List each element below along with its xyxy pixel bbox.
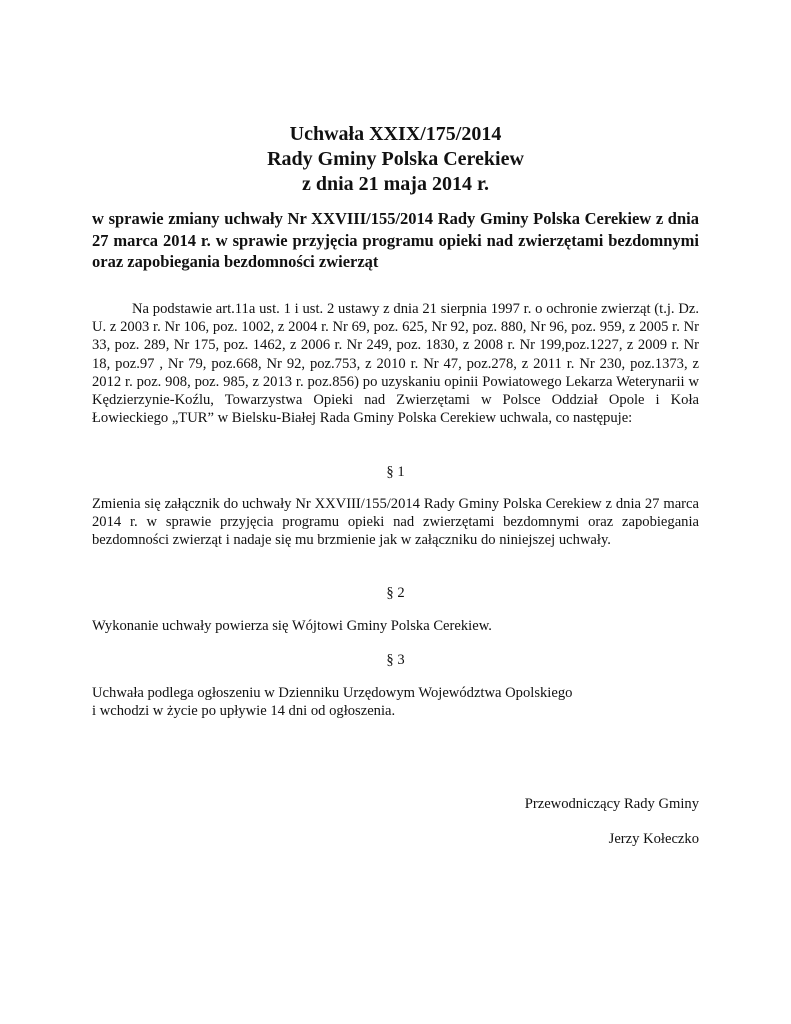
signature-name: Jerzy Kołeczko <box>608 831 699 847</box>
section-2-mark: § 2 <box>386 585 405 601</box>
resolution-subject: w sprawie zmiany uchwały Nr XXVIII/155/2014 Rady Gminy Polska Cerekiew z dnia 27 marca 2014 r. w sprawie przyjęcia programu opieki nad zwierzętami bezdomnymi oraz zapobiegania bezdomności zwierząt <box>92 209 699 271</box>
title-number: Uchwała XXIX/175/2014 <box>289 123 502 145</box>
section-3-line-2: i wchodzi w życie po upływie 14 dni od ogłoszenia. <box>92 703 396 720</box>
section-3-mark: § 3 <box>386 652 405 668</box>
resolution-title <box>0 122 791 197</box>
section-3-text <box>92 684 699 720</box>
section-1-text: Zmienia się załącznik do uchwały Nr XXVIII/155/2014 Rady Gminy Polska Cerekiew z dnia 27 marca 2014 r. w sprawie przyjęcia programu opieki nad zwierzętami bezdomnymi oraz zapobiegania bezdomności zwierząt i nadaje się mu brzmienie jak w załączniku do niniejszej uchwały. <box>92 496 699 549</box>
section-2-text: Wykonanie uchwały powierza się Wójtowi Gminy Polska Cerekiew. <box>92 618 492 634</box>
title-date: z dnia 21 maja 2014 r. <box>301 173 490 195</box>
title-council: Rady Gminy Polska Cerekiew <box>267 148 524 170</box>
section-3-line-1: Uchwała podlega ogłoszeniu w Dzienniku Urzędowym Województwa Opolskiego <box>92 685 573 701</box>
signature-role: Przewodniczący Rady Gminy <box>524 796 699 812</box>
legal-basis-preamble: Na podstawie art.11a ust. 1 i ust. 2 ustawy z dnia 21 sierpnia 1997 r. o ochronie zwierząt (t.j. Dz. U. z 2003 r. Nr 106, poz. 1002, z 2004 r. Nr 69, poz. 625, Nr 92, poz. 880, Nr 96, poz. 959, z 2005 r. Nr 33, poz. 289, Nr 175, poz. 1462, z 2006 r. Nr 249, poz. 1830, z 2008 r. Nr 199,poz.1227, z 2009 r. Nr 18, poz.97 , Nr 79, poz.668, Nr 92, poz.753, z 2010 r. Nr 47, poz.278, z 2011 r. Nr 230, poz.1373, z 2012 r. poz. 908, poz. 985, z 2013 r. poz.856) po uzyskaniu opinii Powiatowego Lekarza Weterynarii w Kędzierzynie-Koźlu, Towarzystwa Opieki nad Zwierzętami w Polsce Oddział Opole i Koła Łowieckiego „TUR” w Bielsku-Białej Rada Gminy Polska Cerekiew uchwala, co następuje: <box>92 301 699 427</box>
section-1-mark: § 1 <box>386 464 405 480</box>
